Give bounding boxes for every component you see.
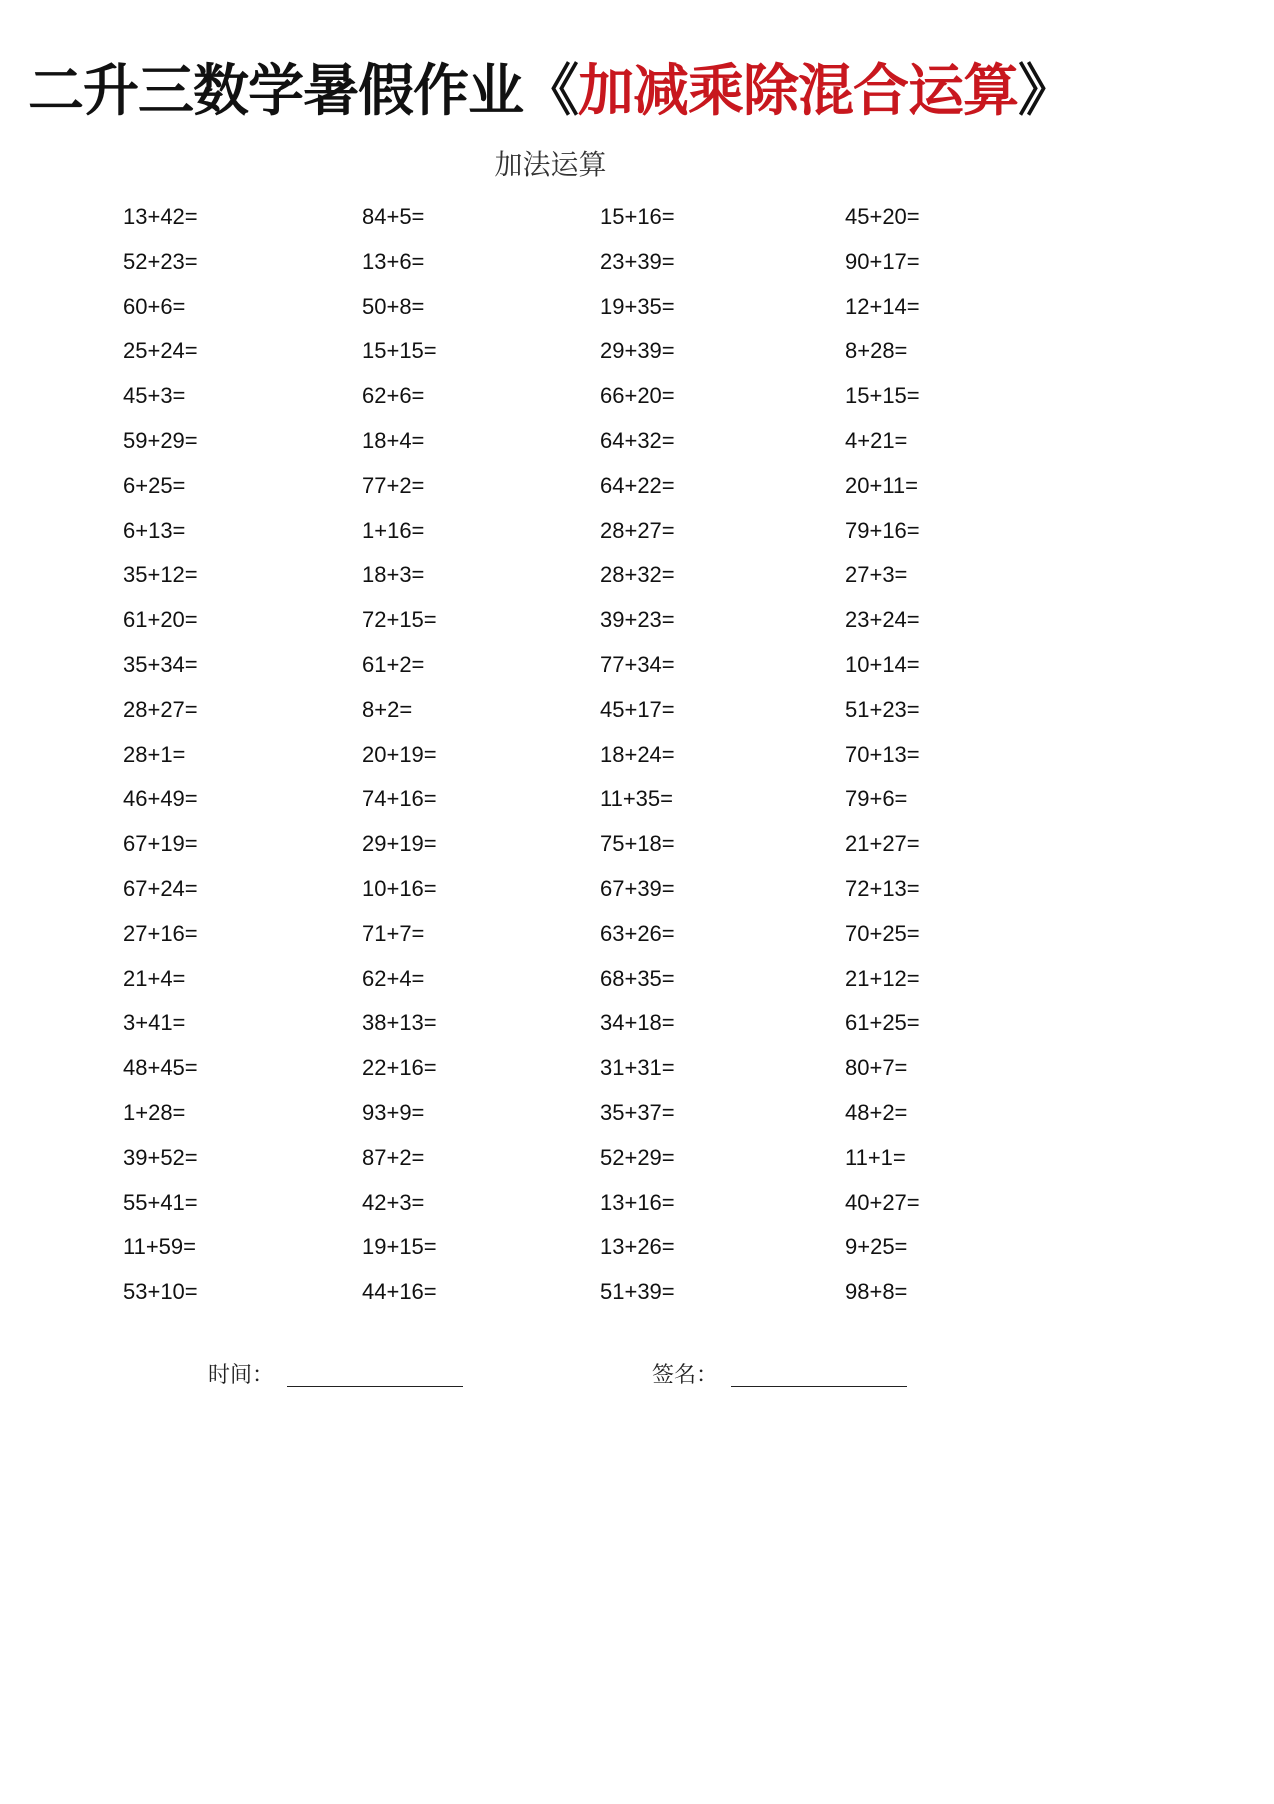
problem-item: 28+27=	[123, 697, 198, 722]
problem-item: 11+1=	[845, 1145, 906, 1170]
problem-item: 61+20=	[123, 607, 198, 632]
problem-item: 9+25=	[845, 1234, 908, 1259]
problem-item: 72+13=	[845, 876, 920, 901]
problem-item: 23+39=	[600, 249, 675, 274]
title-accent: 加减乘除混合运算	[578, 59, 1018, 124]
title-prefix: 二升三数学暑假作业《	[28, 59, 578, 124]
problem-item: 67+39=	[600, 876, 675, 901]
problem-item: 18+24=	[600, 742, 675, 767]
problem-item: 35+12=	[123, 562, 198, 587]
problem-item: 45+20=	[845, 204, 920, 229]
problem-item: 20+11=	[845, 473, 919, 498]
time-label: 时间：	[208, 1363, 275, 1388]
problem-item: 74+16=	[362, 786, 437, 811]
problem-item: 13+6=	[362, 249, 425, 274]
problem-item: 66+20=	[600, 383, 675, 408]
problem-item: 70+13=	[845, 742, 920, 767]
problem-item: 84+5=	[362, 204, 425, 229]
problem-item: 35+37=	[600, 1100, 675, 1125]
page-title	[0, 52, 1101, 132]
problem-item: 11+59=	[123, 1234, 197, 1259]
problem-item: 20+19=	[362, 742, 437, 767]
problem-item: 18+3=	[362, 562, 425, 587]
problem-item: 27+16=	[123, 921, 198, 946]
problem-item: 3+41=	[123, 1010, 186, 1035]
problem-item: 77+34=	[600, 652, 675, 677]
problem-item: 18+4=	[362, 428, 425, 453]
problem-item: 19+15=	[362, 1234, 437, 1259]
problem-item: 8+2=	[362, 697, 413, 722]
problem-item: 6+25=	[123, 473, 186, 498]
problem-item: 28+27=	[600, 518, 675, 543]
title-suffix: 》	[1018, 59, 1073, 124]
problem-item: 39+52=	[123, 1145, 198, 1170]
problem-item: 87+2=	[362, 1145, 425, 1170]
problem-grid	[0, 195, 1101, 1315]
problem-item: 63+26=	[600, 921, 675, 946]
time-answer-line[interactable]	[287, 1386, 463, 1387]
section-title: 加法运算	[494, 148, 607, 181]
problem-item: 62+4=	[362, 966, 425, 991]
problem-item: 53+10=	[123, 1279, 198, 1304]
problem-item: 77+2=	[362, 473, 425, 498]
problem-item: 31+31=	[600, 1055, 675, 1080]
problem-item: 29+19=	[362, 831, 437, 856]
problem-item: 64+32=	[600, 428, 675, 453]
problem-item: 79+16=	[845, 518, 920, 543]
problem-item: 10+14=	[845, 652, 920, 677]
problem-item: 1+28=	[123, 1100, 186, 1125]
problem-item: 75+18=	[600, 831, 675, 856]
problem-item: 45+17=	[600, 697, 675, 722]
problem-item: 79+6=	[845, 786, 908, 811]
problem-item: 22+16=	[362, 1055, 437, 1080]
problem-item: 8+28=	[845, 338, 908, 363]
problem-item: 21+12=	[845, 966, 920, 991]
problem-item: 80+7=	[845, 1055, 908, 1080]
problem-item: 40+27=	[845, 1190, 920, 1215]
problem-item: 48+45=	[123, 1055, 198, 1080]
problem-item: 90+17=	[845, 249, 920, 274]
problem-item: 13+42=	[123, 204, 198, 229]
problem-item: 28+1=	[123, 742, 186, 767]
problem-item: 51+23=	[845, 697, 920, 722]
problem-item: 15+16=	[600, 204, 675, 229]
problem-item: 64+22=	[600, 473, 675, 498]
problem-item: 13+16=	[600, 1190, 675, 1215]
problem-item: 72+15=	[362, 607, 437, 632]
problem-item: 93+9=	[362, 1100, 425, 1125]
problem-item: 21+4=	[123, 966, 186, 991]
problem-item: 13+26=	[600, 1234, 675, 1259]
problem-item: 68+35=	[600, 966, 675, 991]
problem-item: 1+16=	[362, 518, 425, 543]
problem-item: 67+24=	[123, 876, 198, 901]
problem-item: 27+3=	[845, 562, 908, 587]
problem-item: 15+15=	[845, 383, 920, 408]
problem-item: 25+24=	[123, 338, 198, 363]
problem-item: 67+19=	[123, 831, 198, 856]
problem-item: 12+14=	[845, 294, 920, 319]
problem-item: 48+2=	[845, 1100, 908, 1125]
problem-item: 4+21=	[845, 428, 908, 453]
problem-item: 61+2=	[362, 652, 425, 677]
problem-item: 28+32=	[600, 562, 675, 587]
problem-item: 6+13=	[123, 518, 186, 543]
problem-item: 42+3=	[362, 1190, 425, 1215]
problem-item: 52+23=	[123, 249, 198, 274]
sign-label: 签名：	[652, 1363, 719, 1388]
problem-item: 70+25=	[845, 921, 920, 946]
problem-item: 44+16=	[362, 1279, 437, 1304]
problem-item: 55+41=	[123, 1190, 198, 1215]
problem-item: 60+6=	[123, 294, 186, 319]
problem-item: 10+16=	[362, 876, 437, 901]
problem-item: 15+15=	[362, 338, 437, 363]
problem-item: 59+29=	[123, 428, 198, 453]
problem-item: 34+18=	[600, 1010, 675, 1035]
problem-item: 62+6=	[362, 383, 425, 408]
problem-item: 46+49=	[123, 786, 198, 811]
problem-item: 51+39=	[600, 1279, 675, 1304]
problem-item: 29+39=	[600, 338, 675, 363]
problem-item: 19+35=	[600, 294, 675, 319]
problem-item: 21+27=	[845, 831, 920, 856]
problem-item: 39+23=	[600, 607, 675, 632]
problem-item: 61+25=	[845, 1010, 920, 1035]
problem-item: 38+13=	[362, 1010, 437, 1035]
problem-item: 50+8=	[362, 294, 425, 319]
problem-item: 98+8=	[845, 1279, 908, 1304]
problem-item: 52+29=	[600, 1145, 675, 1170]
problem-item: 71+7=	[362, 921, 425, 946]
problem-item: 11+35=	[600, 786, 674, 811]
problem-item: 45+3=	[123, 383, 186, 408]
problem-item: 23+24=	[845, 607, 920, 632]
sign-answer-line[interactable]	[731, 1386, 907, 1387]
problem-item: 35+34=	[123, 652, 198, 677]
